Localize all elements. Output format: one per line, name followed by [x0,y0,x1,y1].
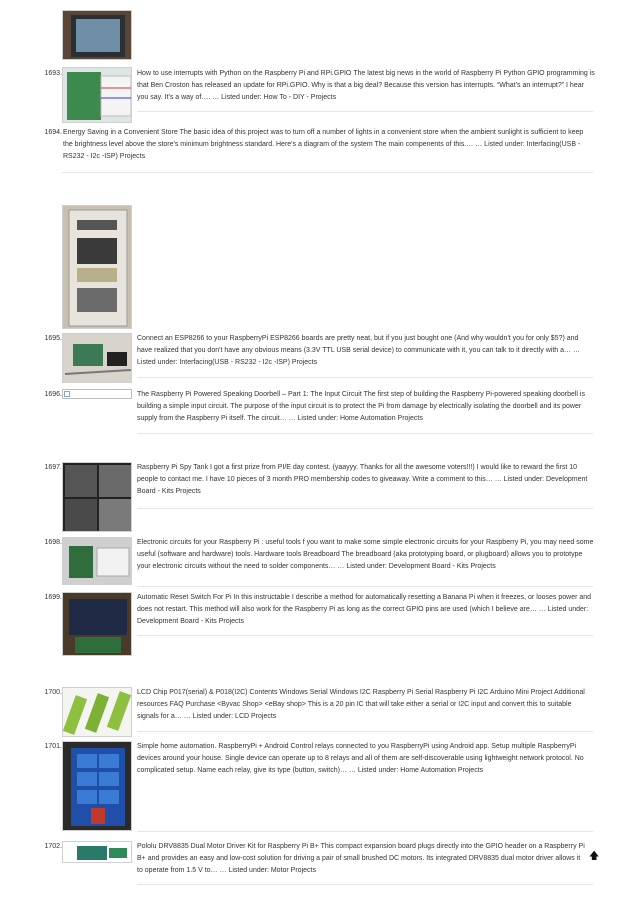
entry-description[interactable]: Energy Saving in a Convenient Store The basic idea of this project was to turn off a number of lights in a convenient store when the ambient sunlight is sufficient to keep the brightness level above the store's minimum brightness standard. Here's a diagram of the system The main compenents of this.… … Listed under: Interfacing(USB - RS232 - I2c -ISP) Projects [63,129,584,160]
entry-number: 1699. [44,594,62,601]
tablet-photo [63,11,132,60]
thumbnail-1699[interactable] [62,592,132,656]
entry-number: 1694. [44,129,62,136]
entry-number: 1693. [44,70,62,77]
thumbnail-top[interactable] [62,10,132,60]
lcd-chip-photo [63,688,132,737]
entry-number: 1702. [44,843,62,850]
banana-pi-photo [63,593,132,656]
thumbnail-1697[interactable] [62,462,132,532]
breadboard-circuit-photo [63,538,132,585]
thumbnail-1695-enclosure[interactable] [62,205,132,329]
entry-description[interactable]: Automatic Reset Switch For Pi In this instructable I describe a method for automatically resetting a Banana Pi when it freezes, or looses power and does not restart. This method will also work for the Raspberry Pi as long as the correct GPIO pins are used (which I believe are… … Listed under: Development Board - Kits Projects [137,594,592,625]
entry-number: 1701. [44,743,62,750]
entry-number: 1697. [44,464,62,471]
electrical-box-photo [63,206,132,329]
entry-description[interactable]: Raspberry Pi Spy Tank I got a first prize from PI/E day contest. (yaayyy. Thanks for all the awesome voters!!!) I would like to reward the first 10 people to contact me. I have 10 pieces of 3 month PRO membership codes to giveaway. Write a comment to this… … Listed under: Development Board - Kits Projects [137,464,588,495]
thumbnail-1702[interactable] [62,841,132,863]
relay-board-photo [63,742,132,831]
entry-number: 1695. [44,335,62,342]
breadboard-photo [63,68,132,123]
separator [137,508,593,509]
motor-driver-photo [63,842,132,863]
entry-description[interactable]: LCD Chip P017(serial) & P018(I2C) Contents Windows Serial Windows I2C Raspberry Pi Serial Raspberry Pi I2C Arduino Mini Project Additional resources FAQ Purchase <Byvac Shop> <eBay shop> This is a 20 pin IC that will take either a serial or I2C input and convert this to suitable signals for a… … Listed under: LCD Projects [137,689,585,720]
separator [137,884,593,885]
thumbnail-1701[interactable] [62,741,132,831]
separator [137,635,593,636]
thumbnail-1698[interactable] [62,537,132,585]
thumbnail-1695[interactable] [62,333,132,383]
thumbnail-1693[interactable] [62,67,132,123]
separator [137,377,593,378]
entry-number: 1698. [44,539,62,546]
entry-description[interactable]: The Raspberry Pi Powered Speaking Doorbell – Part 1: The Input Circuit The first step of building the Raspberry Pi-powered speaking doorbell is building a simple input circuit. The purpose of the input circuit is to protect the Pi from damage by electrically isolating the doorbell and its power supply from the Raspberry Pi itself. The circuit… … Listed under: Home Automation Projects [137,391,585,422]
separator [137,433,593,434]
entry-description[interactable]: Connect an ESP8266 to your RaspberryPi ESP8266 boards are pretty neat, but if you just bought one (And why wouldn't you for only $5?) and have realized that you don't have any obvious means (3.3V TTL USB serial device) to communicate with it, you can talk to it directly with a… … Listed under: Interfacing(USB - RS232 - I2c -ISP) Projects [137,335,580,366]
separator [62,172,593,173]
entry-description[interactable]: Pololu DRV8835 Dual Motor Driver Kit for Raspberry Pi B+ This compact expansion board plugs directly into the GPIO header on a Raspberry Pi B+ and provides an easy and low-cost solution for driving a pair of small brushed DC motors. Its integrated DRV8835 dual motor driver allows it to operate from 1.5 V to… … Listed under: Motor Projects [137,843,585,874]
entry-description[interactable]: Simple home automation. RaspberryPi + Android Control relays connected to you RaspberryPi using Android app. Setup multiple RaspberryPi devices around your house. Single device can operate up to 8 relays and all of them are self-discoverable using lightweight network protocol. No complicated setup. Name each relay, give its type (button, switch)… … Listed under: Home Automation Projects [137,743,584,774]
thumbnail-1700[interactable] [62,687,132,737]
separator [137,111,593,112]
separator [137,831,593,832]
entry-description[interactable]: How to use interrupts with Python on the Raspberry Pi and RPi.GPIO The latest big news in the world of Raspberry Pi Python GPIO programming is that Ben Croston has released an update for RPi.GPIO. Why is that a big deal? Because this version has interrupts. “What’s an interrupt?” I hear you say. It’s a way of…. … Listed under: How To - DIY - Projects [137,70,595,101]
spy-tank-photo [63,463,132,532]
entry-number: 1700. [44,689,62,696]
separator [137,586,593,587]
separator [137,731,593,732]
broken-image-icon[interactable] [62,389,132,399]
esp8266-photo [63,334,132,383]
entry-description[interactable]: Electronic circuits for your Raspberry Pi : useful tools f you want to make some simple electronic circuits for your Raspberry Pi, you may need some useful (software and hardware) tools. Hardware tools Breadboard The breadboard (aka prototyping board, or plugboard) allows you to prototype your electronic circuits without the need to solder components… … Listed under: Development Board - Kits Projects [137,539,594,570]
scroll-to-top-icon[interactable]: 🡅 [589,851,600,862]
entry-number: 1696. [44,391,62,398]
